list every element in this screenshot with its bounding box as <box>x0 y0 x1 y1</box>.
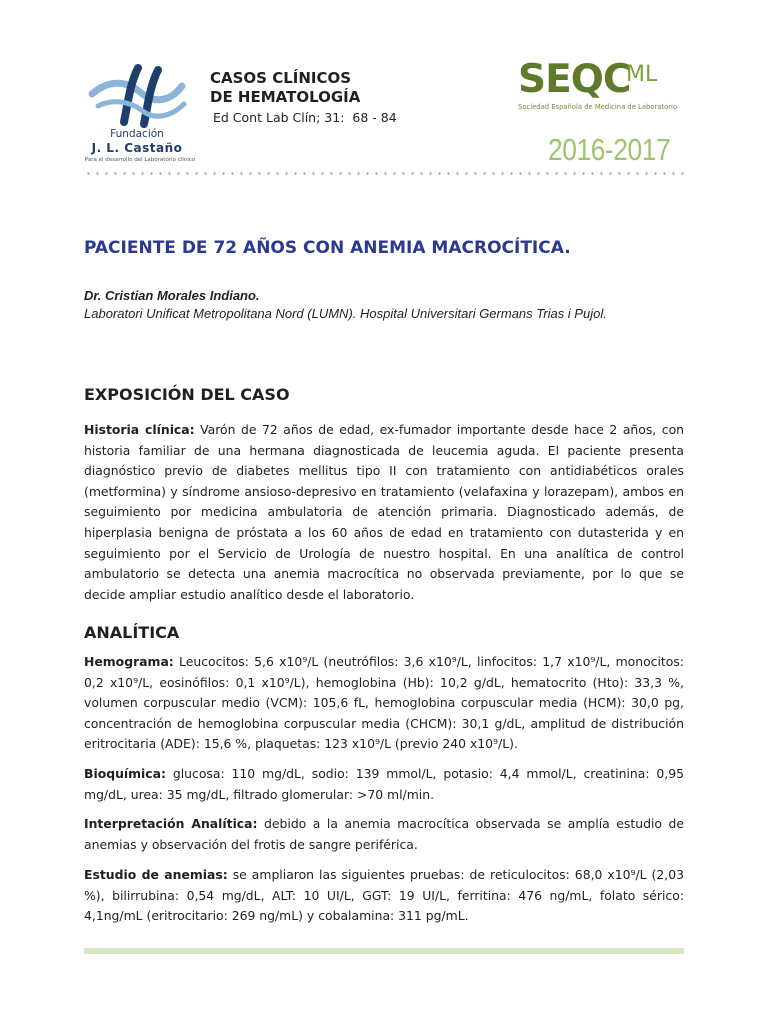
label-bioquimica: Bioquímica: <box>84 766 166 781</box>
journal-name: Ed Cont Lab Clín; 31: <box>213 110 345 125</box>
series-title <box>210 69 360 107</box>
text-bioquimica: glucosa: 110 mg/dL, sodio: 139 mmol/L, potasio: 4,4 mmol/L, creatinina: 0,95 mg/dL, urea: 35 mg/dL, filtrado glomerular: >70 ml/min. <box>84 766 684 802</box>
label-hemograma: Hemograma: <box>84 654 174 669</box>
label-historia-clinica: Historia clínica: <box>84 422 195 437</box>
affiliation: Laboratori Unificat Metropolitana Nord (LUMN). Hospital Universitari Germans Trias i Pujol. <box>84 306 607 321</box>
edition-years: 2016-2017 <box>548 132 671 167</box>
foundation-name: J. L. Castaño <box>91 141 183 155</box>
paragraph-bioquimica <box>84 764 684 805</box>
foundation-label: Fundación <box>110 128 164 140</box>
seqc-acronym: SEQC <box>518 57 631 102</box>
footer-green-bar <box>84 948 684 954</box>
section-heading-analitica: ANALÍTICA <box>84 623 180 642</box>
journal-pages: 68 - 84 <box>352 110 397 125</box>
paragraph-interpretacion <box>84 814 684 855</box>
text-estudio-anemias: se ampliaron las siguientes pruebas: de reticulocitos: 68,0 x10⁹/L (2,03 %), bilirrubina: 0,54 mg/dL, ALT: 10 UI/L, GGT: 19 UI/L, ferritina: 476 ng/mL, folato sérico: 4,1ng/mL (eritrocitario: 269 ng/mL) y cobalamina: 311 pg/mL. <box>84 867 684 924</box>
paragraph-estudio-anemias <box>84 865 684 927</box>
dna-helix-logo-icon <box>78 62 196 128</box>
label-estudio-anemias: Estudio de anemias: <box>84 867 228 882</box>
author: Dr. Cristian Morales Indiano. <box>84 288 260 303</box>
seqc-logo <box>518 57 688 111</box>
series-title-line1: CASOS CLÍNICOS <box>210 69 352 87</box>
paragraph-hemograma <box>84 652 684 755</box>
text-interpretacion: debido a la anemia macrocítica observada se amplía estudio de anemias y observación del frotis de sangre periférica. <box>84 816 685 852</box>
text-historia-clinica: Varón de 72 años de edad, ex-fumador importante desde hace 2 años, con historia familiar de una hermana diagnosticada de leucemia aguda. El paciente presenta diagnóstico previo de diabetes mellitus tipo II con tratamiento con antidiabéticos orales (metformina) y síndrome ansioso-depresivo en tratamiento (velafaxina y lorazepam), ambos en seguimiento por medicina ambulatoria de atención primaria. Diagnosticado además, de hiperplasia benigna de próstata a los 60 años de edad en tratamiento con dutasterida y en seguimiento por el Servicio de Urología de nuestro hospital. En una analítica de control ambulatorio se detecta una anemia macrocítica no observada previamente, por lo que se decide ampliar estudio analítico desde el laboratorio. <box>84 422 684 602</box>
section-heading-exposicion: EXPOSICIÓN DEL CASO <box>84 385 290 404</box>
case-title: PACIENTE DE 72 AÑOS CON ANEMIA MACROCÍTICA. <box>84 238 571 258</box>
series-title-line2: DE HEMATOLOGÍA <box>210 88 361 106</box>
seqc-full-name: Sociedad Española de Medicina de Laboratorio <box>518 103 678 111</box>
journal-reference <box>213 110 401 125</box>
label-interpretacion: Interpretación Analítica: <box>84 816 258 831</box>
paragraph-historia-clinica <box>84 420 684 605</box>
header-dotted-divider <box>84 172 684 175</box>
seqc-suffix: ML <box>626 62 658 87</box>
foundation-tagline: Para el desarrollo del Laboratorio clínico <box>84 157 196 163</box>
text-hemograma: Leucocitos: 5,6 x10⁹/L (neutrófilos: 3,6 x10⁹/L, linfocitos: 1,7 x10⁹/L, monocitos: 0,2 x10⁹/L, eosinófilos: 0,1 x10⁹/L), hemoglobina (Hb): 10,2 g/dL, hematocrito (Hto): 33,3 %, volumen corpuscular medio (VCM): 105,6 fL, hemoglobina corpuscular media (HCM): 30,0 pg, concentración de hemoglobina corpuscular media (CHCM): 30,1 g/dL, amplitud de distribución eritrocitaria (ADE): 15,6 %, plaquetas: 123 x10⁹/L (previo 240 x10⁹/L). <box>84 654 684 752</box>
